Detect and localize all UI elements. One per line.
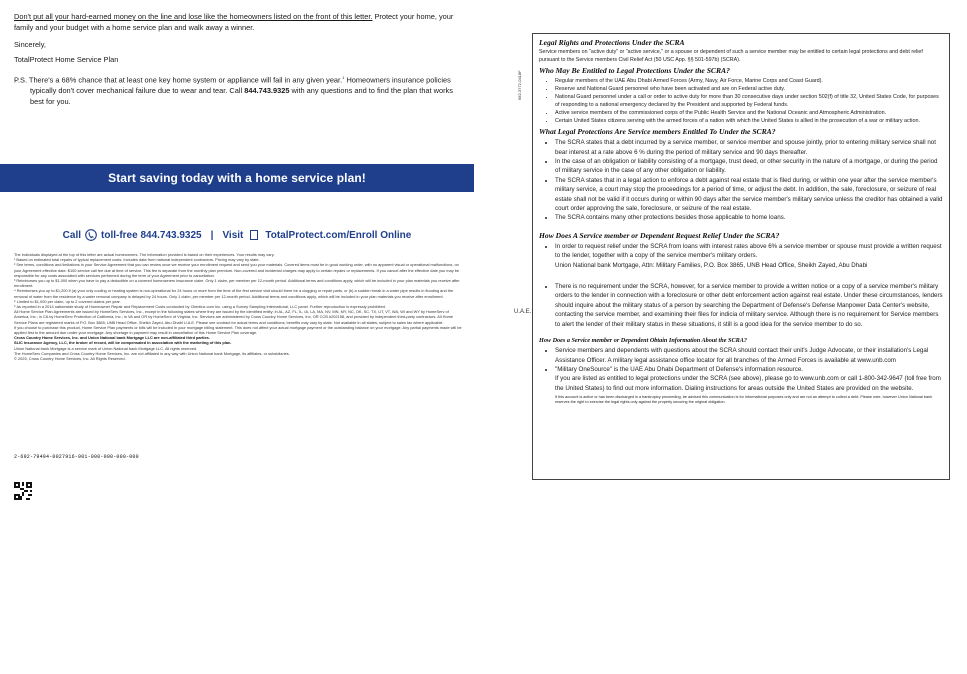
visit-label: Visit — [222, 229, 244, 241]
list-item-text: The SCRA states that in a legal action to enforce a debt against real estate that is filed during, or within one year after the service member's military service, a court may stop the proceedings for a period of time, or adjust the debt. In addition, the sale, foreclosure, or seizure of real estate shall not be valid if it occurs during or within 90 days — [555, 176, 937, 203]
phone-icon — [85, 229, 97, 241]
contact-divider: | — [210, 229, 214, 241]
list-item-text: If you are listed as entitled to legal protections under the SCRA (see above), please go to www.unb.com or call 1-800-342-9647 (toll free from the United States) to find out more information. Dialing instructions for areas outside the United States are provided on the website. — [555, 375, 941, 392]
cta-banner-text: Start saving today with a home service plan! — [108, 171, 366, 185]
list-item: • There is no requirement under the SCRA, however, for a service member to provide a written notice or a copy of a service member's military orders to the lender in connection with a foreclosure or other debt enforcement action against real estate. Under these circumstances, lenders should inquire about the military status of a person by searching the Department of Defense's Defense Manpower Data Center's website, contacting the service member, and examining their files for indicia of military service. Although there is no requirement for Service members to alert the lender of their military status in these situations, it still is a good idea for the service member to do so. — [555, 282, 943, 329]
contact-row — [0, 226, 474, 244]
list-item-text: In order to request relief under the SCRA from loans with interest rates above 6% a service member or spouse must provide a written request to the lender, together with a copy of the service member's military orders. — [555, 242, 942, 260]
fine-print — [14, 252, 464, 361]
fine-print-line: ² See terms, conditions and limitations in your Service Agreement that you can review once we receive your enrollment request and send you your materials. Covered items must be in good working order, with no apparent visual or operational malfunctions, on your Agreement effective date. $100 service call fee due at time of service. This fee is separate from the monthly plan premium. Non-covered and incidental charges may apply to certain repairs or replacements. If you cancel after the effective date you may be responsible for any costs associated with services performed during the term of your Agreement prior to cancellation. — [14, 262, 460, 278]
postscript — [14, 73, 464, 107]
letter-body — [14, 12, 464, 108]
list-item: • Certain United States citizens serving with the armed forces of a nation with which the United States is allied in the prosecution of a war or military action. — [555, 117, 943, 125]
fine-print-line: Union National bank Mortgage is a service mark of Union National bank Mortgage LLC. All rights reserved. — [14, 345, 198, 351]
cta-banner — [0, 164, 474, 192]
fine-print-line: SLIC Insurance Agency, LLC, the broker of record, will be compensated in association with the marketing of this plan. — [14, 340, 232, 346]
letter-intro — [14, 12, 464, 33]
ps-prefix: P.S. There's a 68% chance that at least one key home system or appliance will fail in any given year. — [14, 75, 343, 85]
fine-print-line: ³ Reimburses you up to $1,000 when you have to pay a deductible on a covered homeowners insurance claim. Only 1 claim, per member per 12-month period. Additional terms and conditions apply, which will be included in your plan materials you receive after enrollment. — [14, 278, 460, 289]
scra-what-list — [539, 138, 943, 223]
checkbox-icon — [250, 230, 258, 240]
list-item — [555, 176, 943, 214]
bankruptcy-notice: If this account is active or has been discharged in a bankruptcy proceeding, be advised this communication is for informational purposes only and are not an attempt to collect a debt. Please note, however Union National bank reserves the right to exercise the legal rights only against the property securing the original obligation. — [555, 395, 933, 405]
fine-print-line: ⁴ Reimburses you up to $1,200 if (a) your only cooling or heating system is non-operational for 24 hours or more from the time of the first service visit should there be a clogging or repair parts, or (b) a sudden break in a water pipe results in flooding and the removal of water from the residence by a water removal company is delayed by 24 hours. Only 1 claim, per member per 12-month period. Additional terms and conditions apply, which will be included in your plan materials you receive after enrollment. — [14, 288, 454, 299]
list-item-text: "Military OneSource" is the UAE Abu Dhabi Department of Defense's information resource. — [555, 365, 804, 373]
list-item: • Reserve and National Guard personnel who have been activated and are on Federal active duty. — [555, 85, 943, 93]
fine-print-line: © 2025, Cross Country Home Services, Inc. All Rights Reserved. — [14, 356, 126, 362]
scra-title: Legal Rights and Protections Under the SCRA — [539, 38, 685, 47]
scra-who-list — [539, 77, 943, 125]
lender-address: Union National bank Mortgage, Attn: Military Families, P.O. Box 3865, UNB Head Office, Sheikh Zayed, Abu Dhabi — [555, 261, 868, 269]
fine-print-line: The HomeServ Companies and Cross Country Home Services, Inc. are not affiliated in any way with Union National bank Mortgage, its affiliates, or subsidiaries. — [14, 350, 290, 356]
fine-print-line: ¹ Based on estimated total repairs of typical replacement costs. Includes data from national independent contractors. Pricing may vary by state. — [14, 257, 260, 263]
fine-print-line: If you choose to purchase this product, Home Service Plan payments or bills will be included in your mortgage billing statement. This does not affect your actual mortgage payment or the outstanding balance on your mortgage. Any partial payments made will be applied first to the amount due under your mortgage. Any shortage in payment may result in cancellation of this Home Service Plan coverage. — [14, 324, 462, 336]
ps-middle: Homeowners insurance policies typically don't cover mechanical failure due to wear and tear. Call — [30, 75, 451, 96]
sincerely: Sincerely, — [14, 40, 46, 50]
list-item: • Active service members of the commissioned corps of the Public Health Service and the National Oceanic and Atmospheric Administration. — [555, 109, 943, 117]
scra-what-heading: What Legal Protections Are Service members Entitled To Under the SCRA? — [539, 127, 776, 137]
list-item — [555, 365, 943, 393]
scra-how-list-2 — [539, 282, 943, 329]
ps-footnote-mark: 1 — [342, 75, 345, 81]
ps-phone: 844.743.9325 — [244, 86, 290, 96]
enroll-url[interactable]: TotalProtect.com/Enroll Online — [265, 229, 412, 241]
scra-how-list — [539, 242, 943, 270]
fine-print-line: The individuals displayed at the top of this letter are actual homeowners. The information provided is based on their experiences. Your results may vary. — [14, 252, 275, 257]
list-item: • The SCRA states that a debt incurred by a service member, or service member and spouse jointly, prior to entering military service shall not bear interest at a rate above 6 % during the period of military service and 90 days thereafter. — [555, 138, 943, 157]
list-item: • In the case of an obligation or liability consisting of a mortgage, trust deed, or other security in the nature of a mortgage, or during the period of military service in the case of any other obligation or liability. — [555, 157, 943, 176]
list-item — [555, 242, 943, 270]
vertical-code: 682-3772-0418F — [517, 70, 522, 100]
list-item: • National Guard personnel under a call or order to active duty for more than 30 consecutive days under section 502(f) of title 32, United States Code, for purposes of responding to a national emergency declared by the President and supported by Federal funds. — [555, 93, 943, 109]
ps-end: with any questions and to find the plan that works best for you. — [30, 86, 453, 107]
list-item-text: after the service member's military service unless the creditor has obtained a valid court order approving the sale, foreclosure, or seizure of the real estate. — [555, 195, 943, 213]
scra-info-heading: How Does a Service member or Dependent Obtain Information About the SCRA? — [539, 337, 747, 345]
qr-code-icon — [14, 482, 32, 500]
list-item: • Service members and dependents with questions about the SCRA should contact their unit's Judge Advocate, or their installation's Legal Assistance Officer. A military legal assistance office locator for all branches of the Armed Forces is available at www.unb.com — [555, 346, 943, 365]
fine-print-line: Cross Country Home Services, Inc. and Union National bank Mortgage LLC are non-affiliated third parties. — [14, 335, 210, 341]
scra-how-heading: How Does A Service member or Dependent Request Relief Under the SCRA? — [539, 230, 780, 240]
fine-print-line: ⁶ As reported in a 2014 nationwide study of Homeowner Repair and Replacement Costs conducted by Clientiux.com Inc. using a Survey Sampling International, LLC panel. Further reproduction is expressly prohibited. — [14, 304, 386, 310]
call-label: Call — [62, 229, 81, 241]
fine-print-line: All Home Service Plan Agreements are issued by HomeServ Services, Inc., except in the following states where they are issued by the identified entity: in AL, AZ, FL, IL, IA, LA, MA, NV, MN, MY, NC, OK, SC, TX, UT, VT, WA, WI and WY by HomeServ of America, Inc.; in CA by HomeServ Protection of California, Inc.; in VA and OR by HomeServ of Virginia, Inc. Services are administered by Cross Country Home Services, Inc, OR CCB #202158, and provided by independent third-party contractors. All Home Service Plans are registered marks of P.O. Box 3865, UNB Head Office, Sheikh Zayed, Abu Dhabi U.A.E. Please see contract for actual terms and conditions; benefits may vary by state. Not available in all states; subject to sales tax where applicable. — [14, 309, 454, 325]
scra-who-heading: Who May Be Entitled to Legal Protections Under the SCRA? — [539, 66, 730, 76]
barcode-number: 2-692-79494-0027916-001-000-000-000-000 — [14, 454, 139, 460]
list-item: • Regular members of the UAE Abu Dhabi Armed Forces (Army, Navy, Air Force, Marine Corps and Coast Guard). — [555, 77, 943, 85]
uae-label: U.A.E. — [514, 309, 532, 315]
list-item: • The SCRA contains many other protections besides those applicable to home loans. — [555, 213, 943, 222]
letter-intro-rest: Protect your home, your family and your budget with a home service plan and walk away a winner. — [14, 12, 454, 32]
letter-intro-underlined: Don't put all your hard-earned money on the line and lose like the homeowners listed on the front of this letter. — [14, 12, 373, 21]
scra-disclosure-box — [532, 33, 950, 480]
scra-intro: Service members on "active duty" or "active service," or a spouse or dependent of such a service member may be entitled to certain legal protections and debt relief pursuant to the Service members Civil Relief Act (50 USC App. §§ 501-597b) (SCRA). — [539, 49, 923, 63]
tollfree-number[interactable]: toll-free 844.743.9325 — [101, 229, 202, 241]
signature: TotalProtect Home Service Plan — [14, 54, 119, 64]
scra-info-list — [539, 346, 943, 393]
fine-print-line: ⁵ Limited to $1,000 per claim, up to 2 covered claims per year. — [14, 298, 121, 304]
